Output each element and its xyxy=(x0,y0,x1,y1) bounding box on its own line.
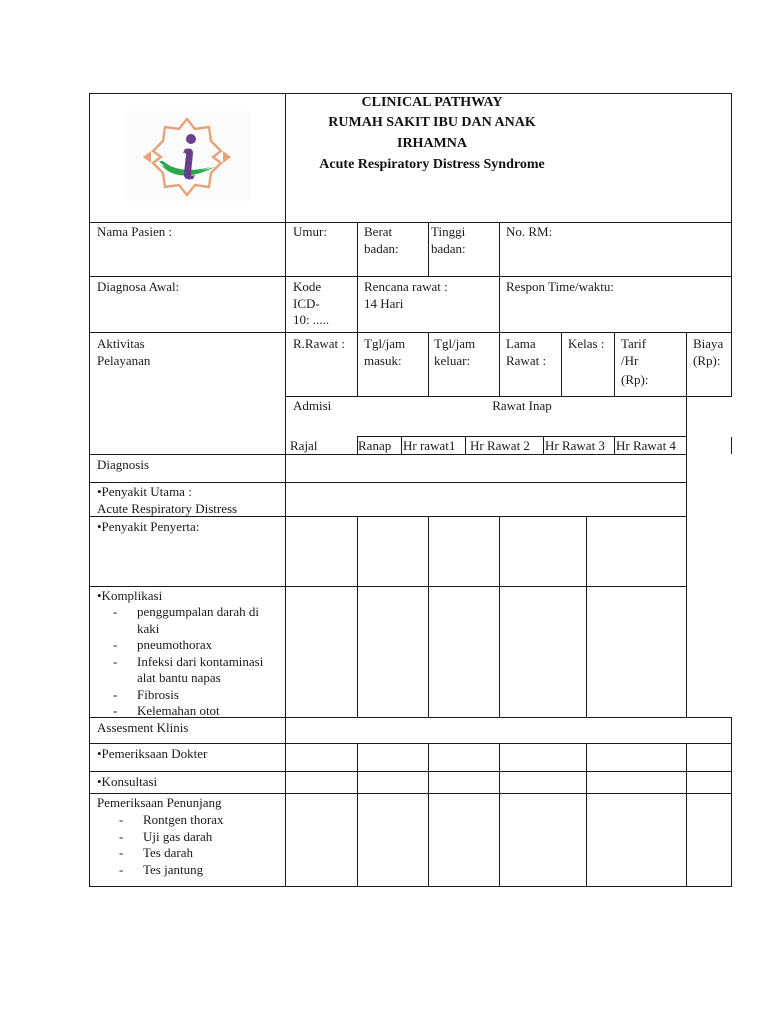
list-item: kaki xyxy=(137,620,160,636)
label-rawat-inap: Rawat Inap xyxy=(492,398,552,413)
label-umur: Umur: xyxy=(293,224,327,239)
label-no-rm: No. RM: xyxy=(506,224,553,239)
label-biaya-1: Biaya xyxy=(693,336,724,351)
label-tinggi-1: Tinggi xyxy=(431,224,466,239)
title-hospital-name: IRHAMNA xyxy=(397,136,467,151)
label-penyakit-penyerta: •Penyakit Penyerta: xyxy=(97,519,200,534)
line-col-357a xyxy=(357,222,358,397)
line-konsultasi-bottom xyxy=(89,793,732,794)
line-col-465 xyxy=(465,437,466,455)
list-item: - Infeksi dari kontaminasi xyxy=(113,653,264,669)
label-berat-2: badan: xyxy=(364,241,399,256)
label-kode-2: ICD- xyxy=(293,296,320,311)
label-lama-2: Rawat : xyxy=(506,353,547,368)
line-col-428c xyxy=(428,516,429,717)
line-diagnosis-bottom xyxy=(89,482,686,483)
line-header-bottom xyxy=(89,222,732,223)
line-left xyxy=(89,93,90,887)
label-rencana-2: 14 Hari xyxy=(364,296,404,311)
label-nama-pasien: Nama Pasien : xyxy=(97,224,173,239)
line-col-586b xyxy=(586,743,587,887)
label-rencana-1: Rencana rawat : xyxy=(364,279,448,294)
line-aktivitas-mid xyxy=(286,396,732,397)
line-col-686b xyxy=(686,743,687,887)
label-aktivitas-2: Pelayanan xyxy=(97,353,151,368)
label-pemeriksaan-dokter: •Pemeriksaan Dokter xyxy=(97,746,208,761)
line-col-286 xyxy=(285,93,286,887)
line-col-428d xyxy=(428,743,429,887)
label-lama-1: Lama xyxy=(506,336,536,351)
label-tarif-1: Tarif xyxy=(621,336,647,351)
label-berat-1: Berat xyxy=(364,224,393,239)
line-cols-bottom xyxy=(89,454,686,455)
line-patient-bottom xyxy=(89,276,732,277)
list-item: alat bantu napas xyxy=(137,670,221,685)
list-item: - Tes jantung xyxy=(119,861,204,877)
line-col-686a xyxy=(686,332,687,717)
label-komplikasi: •Komplikasi xyxy=(97,588,163,603)
label-admisi: Admisi xyxy=(293,398,332,413)
label-aktivitas-1: Aktivitas xyxy=(97,336,145,351)
label-penyakit-utama-1: •Penyakit Utama : xyxy=(97,484,192,499)
label-kelas: Kelas : xyxy=(568,336,605,351)
line-dokter-bottom xyxy=(89,771,732,772)
col-hr-rawat-1: Hr rawat1 xyxy=(403,438,456,453)
line-right-bottom xyxy=(731,717,732,887)
col-hr-rawat-3: Hr Rawat 3 xyxy=(545,438,605,453)
list-item: - Uji gas darah xyxy=(119,828,213,844)
title-hospital: RUMAH SAKIT IBU DAN ANAK xyxy=(328,115,536,130)
label-pemeriksaan-penunjang: Pemeriksaan Penunjang xyxy=(97,795,222,810)
label-assesment-klinis: Assesment Klinis xyxy=(97,720,189,735)
label-tinggi-2: badan: xyxy=(431,241,466,256)
line-col-499a xyxy=(499,222,500,397)
col-ranap: Ranap xyxy=(358,438,392,453)
line-col-499c xyxy=(499,743,500,887)
line-komplikasi-bottom xyxy=(89,717,732,718)
line-col-562 xyxy=(561,332,562,397)
line-right-stub xyxy=(731,437,732,454)
label-r-rawat: R.Rawat : xyxy=(293,336,345,351)
list-item: - Fibrosis xyxy=(113,686,179,702)
label-tgl-keluar-1: Tgl/jam xyxy=(434,336,476,351)
col-hr-rawat-4: Hr Rawat 4 xyxy=(616,438,676,453)
label-tarif-3: (Rp): xyxy=(621,372,649,387)
list-item: - Rontgen thorax xyxy=(119,812,224,827)
title-diagnosis: Acute Respiratory Distress Syndrome xyxy=(319,157,545,172)
label-penyakit-utama-2: Acute Respiratory Distress xyxy=(97,501,238,516)
col-rajal: Rajal xyxy=(290,438,318,453)
line-col-614b xyxy=(614,437,615,455)
label-konsultasi: •Konsultasi xyxy=(97,774,158,789)
line-rawatinap-bottom xyxy=(357,436,686,437)
line-col-614a xyxy=(614,332,615,397)
label-tarif-2: /Hr xyxy=(621,353,639,368)
line-col-543 xyxy=(543,437,544,455)
line-col-357c xyxy=(357,516,358,717)
line-col-401 xyxy=(401,437,402,455)
line-bottom xyxy=(89,886,732,887)
penunjang-list xyxy=(97,812,224,878)
line-penyerta-bottom xyxy=(89,586,686,587)
line-col-428a xyxy=(428,222,429,276)
line-col-357d xyxy=(357,743,358,887)
label-kode-3: 10: ..... xyxy=(293,312,330,327)
label-tgl-keluar-2: keluar: xyxy=(434,353,471,368)
label-biaya-2: (Rp): xyxy=(693,353,721,368)
line-diagnosa-bottom xyxy=(89,332,732,333)
list-item: - Kelemahan otot xyxy=(113,703,220,715)
list-item: - penggumpalan darah di xyxy=(113,604,260,619)
komplikasi-list xyxy=(97,604,263,715)
irhamna-logo-icon xyxy=(123,111,251,201)
title-clinical-pathway: CLINICAL PATHWAY xyxy=(361,95,503,110)
label-respon-time: Respon Time/waktu: xyxy=(506,279,614,294)
line-right-top xyxy=(731,93,732,397)
label-kode-1: Kode xyxy=(293,279,322,294)
label-diagnosa-awal: Diagnosa Awal: xyxy=(97,279,180,294)
label-tgl-masuk-2: masuk: xyxy=(364,353,402,368)
list-item: - Tes darah xyxy=(119,845,193,860)
line-col-499b xyxy=(499,516,500,717)
col-hr-rawat-2: Hr Rawat 2 xyxy=(470,438,530,453)
line-col-586a xyxy=(586,516,587,717)
label-diagnosis: Diagnosis xyxy=(97,457,149,472)
list-item: - pneumothorax xyxy=(113,637,213,652)
label-tgl-masuk-1: Tgl/jam xyxy=(364,336,406,351)
line-assesment-bottom xyxy=(89,743,732,744)
line-col-428b xyxy=(428,332,429,397)
